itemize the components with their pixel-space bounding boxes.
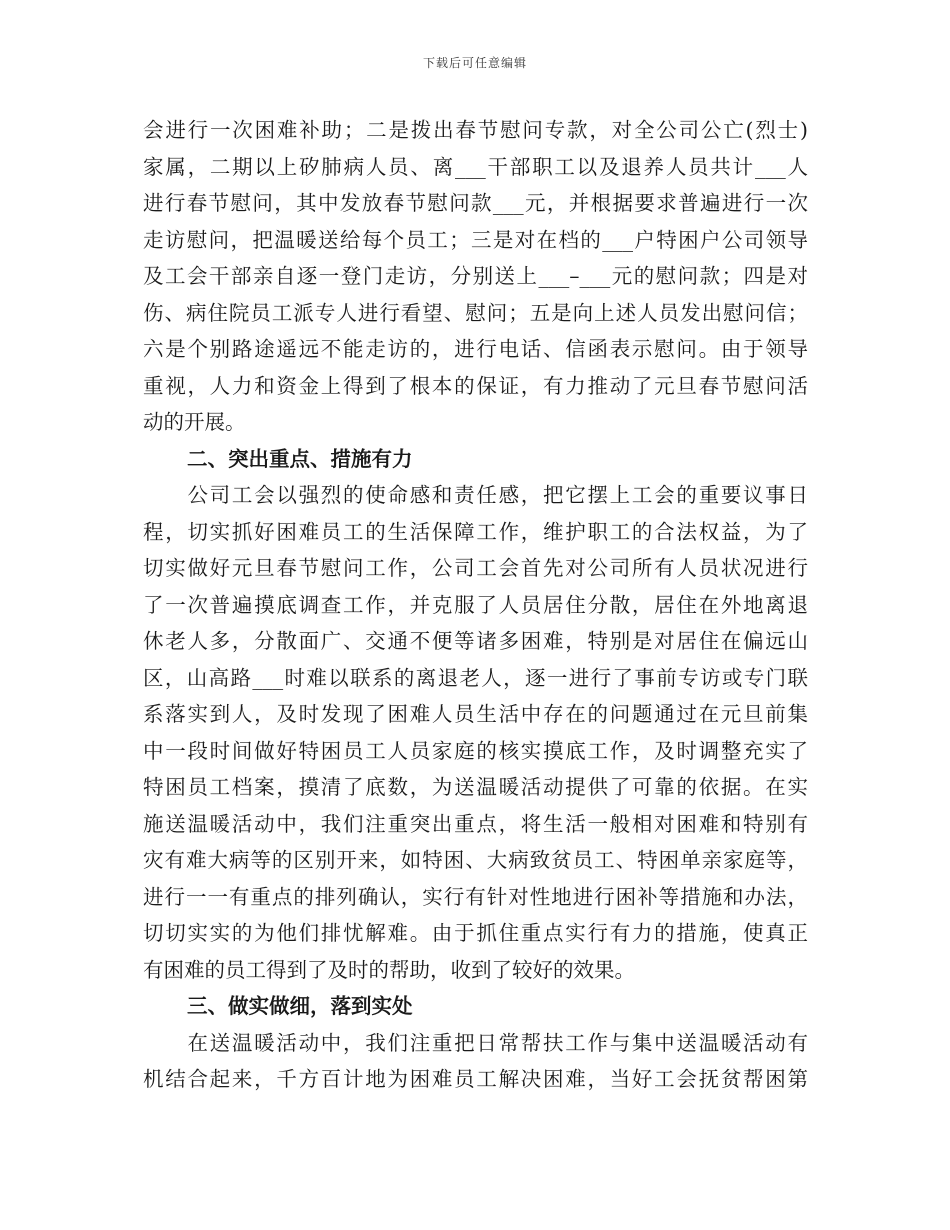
paragraph-line: 施送温暖活动中，我们注重突出重点，将生活一般相对困难和特别有	[143, 811, 808, 836]
paragraph-line: 家属，二期以上矽肺病人员、离___干部职工以及退养人员共计___人	[143, 154, 808, 179]
paragraph-line: 进行一一有重点的排列确认，实行有针对性地进行困补等措施和办法，	[143, 884, 808, 909]
paragraph-line: 切实做好元旦春节慰问工作，公司工会首先对公司所有人员状况进行	[143, 556, 808, 580]
paragraph-line: 区，山高路___时难以联系的离退老人，逐一进行了事前专访或专门联	[143, 665, 808, 690]
paragraph-line: 会进行一次困难补助；二是拨出春节慰问专款，对全公司公亡(烈士)	[143, 118, 808, 142]
paragraph-line: 灾有难大病等的区别开来，如特困、大病致贫员工、特困单亲家庭等，	[143, 848, 808, 872]
paragraph-line: 重视，人力和资金上得到了根本的保证，有力推动了元旦春节慰问活	[143, 373, 808, 398]
paragraph-line: 切切实实的为他们排忧解难。由于抓住重点实行有力的措施，使真正	[143, 921, 808, 945]
paragraph-line: 动的开展。	[143, 410, 246, 434]
paragraph-line: 程，切实抓好困难员工的生活保障工作，维护职工的合法权益，为了	[143, 519, 808, 544]
paragraph-line: 六是个别路途遥远不能走访的，进行电话、信函表示慰问。由于领导	[143, 337, 808, 361]
paragraph-line: 及工会干部亲自逐一登门走访，分别送上___–___元的慰问款；四是对	[143, 264, 808, 288]
document-body	[143, 112, 808, 1098]
paragraph-line: 在送温暖活动中，我们注重把日常帮扶工作与集中送温暖活动有	[143, 1030, 808, 1055]
paragraph-line: 中一段时间做好特困员工人员家庭的核实摸底工作，及时调整充实了	[143, 738, 808, 763]
paragraph-line: 进行春节慰问，其中发放春节慰问款___元，并根据要求普遍进行一次	[143, 191, 808, 215]
paragraph-line: 公司工会以强烈的使命感和责任感，把它摆上工会的重要议事日	[143, 483, 808, 507]
paragraph-line: 有困难的员工得到了及时的帮助，收到了较好的效果。	[143, 957, 635, 982]
section-heading: 二、突出重点、措施有力	[187, 446, 413, 471]
paragraph-line: 特困员工档案，摸清了底数，为送温暖活动提供了可靠的依据。在实	[143, 775, 808, 799]
paragraph-line: 伤、病住院员工派专人进行看望、慰问；五是向上述人员发出慰问信；	[143, 300, 808, 325]
paragraph-line: 休老人多，分散面广、交通不便等诸多困难，特别是对居住在偏远山	[143, 629, 808, 653]
page-header-note: 下载后可任意编辑	[422, 56, 527, 70]
section-heading: 三、做实做细，落到实处	[187, 994, 413, 1018]
paragraph-line: 走访慰问，把温暖送给每个员工；三是对在档的___户特困户公司领导	[143, 227, 808, 252]
paragraph-line: 了一次普遍摸底调查工作，并克服了人员居住分散，居住在外地离退	[143, 592, 808, 617]
paragraph-line: 系落实到人，及时发现了困难人员生活中存在的问题通过在元旦前集	[143, 702, 808, 726]
paragraph-line: 机结合起来，千方百计地为困难员工解决困难，当好工会抚贫帮困第	[143, 1067, 808, 1091]
